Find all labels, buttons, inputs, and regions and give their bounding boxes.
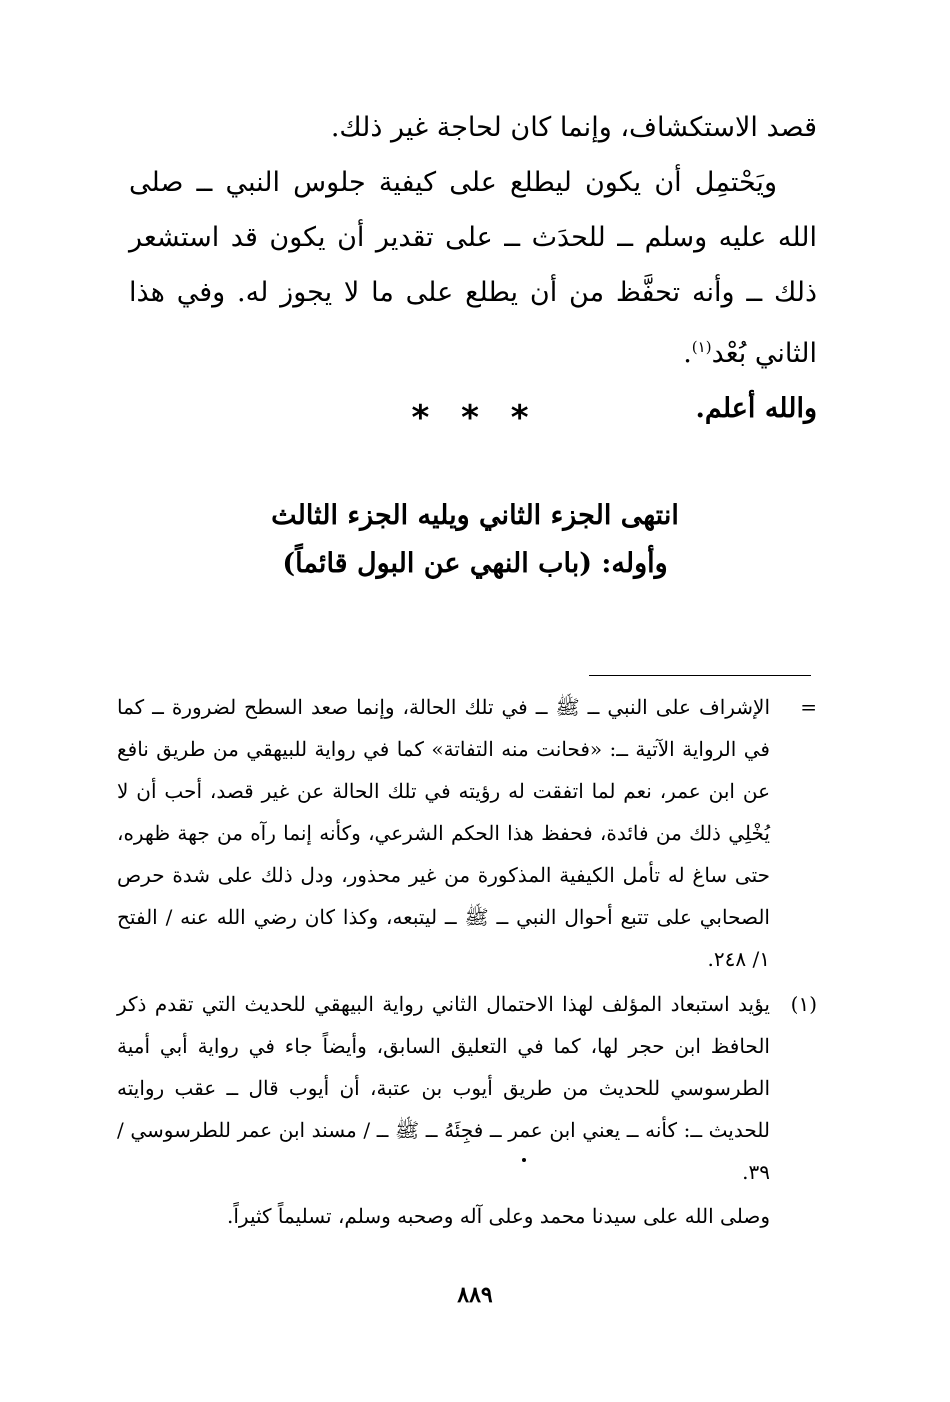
main-paragraph-2: [129, 155, 817, 381]
closing-prayer: وصلى الله على سيدنا محمد وعلى آله وصحبه وسلم، تسليماً كثيراً.: [227, 1204, 770, 1228]
page-number: ٨٨٩: [457, 1282, 493, 1308]
footnote-1-text: يؤيد استبعاد المؤلف لهذا الاحتمال الثاني رواية البيهقي للحديث التي تقدم ذكر الحافظ ابن حجر لها، كما في التعليق السابق، وأيضاً جاء في رواية أبي أمية الطرسوسي للحديث من طريق أيوب بن عتبة، أن أيوب قال ــ عقب روايته للحديث ــ: كأنه ــ يعني ابن عمر ــ فجِئَهُ ــ ﷺ ــ / مسند ابن عمر للطرسوسي / ٣٩.: [117, 992, 770, 1184]
footnote-divider: [589, 675, 811, 676]
end-note-line-1: انتهى الجزء الثاني ويليه الجزء الثالث: [271, 500, 679, 531]
continuation-text: الإشراف على النبي ــ ﷺ ــ في تلك الحالة، وإنما صعد السطح لضرورة ــ كما في الرواية الآتية ــ: «فحانت منه التفاتة» كما في رواية للبيهقي من طريق نافع عن ابن عمر، نعم لما اتفقت له رؤيته في تلك الحالة عن غير قصد، أحب أن لا يُخْلِي ذلك من فائدة، فحفظ هذا الحكم الشرعي، وكأنه إنما رآه من جهة ظهره، حتى ساغ له تأمل الكيفية المذكورة من غير محذور، ودل ذلك على شدة حرص الصحابي على تتبع أحوال النبي ــ ﷺ ــ ليتبعه، وكذا كان رضي الله عنه / الفتح ١/ ٢٤٨.: [117, 695, 770, 971]
end-note-line-2: وأوله: (باب النهي عن البول قائماً): [282, 548, 668, 579]
continuation-marker: =: [800, 695, 817, 719]
main-line-last: والله أعلم.: [695, 393, 817, 424]
footnote-1-marker: (١): [790, 992, 817, 1016]
main-text: [129, 100, 817, 436]
footnote-reference: (١): [691, 338, 712, 356]
footnote-continuation: [117, 686, 817, 980]
volume-end-note: [0, 492, 950, 588]
paragraph-2-end: .: [683, 338, 692, 369]
footnote-1: [117, 983, 817, 1193]
main-line-1: قصد الاستكشاف، وإنما كان لحاجة غير ذلك.: [330, 112, 817, 143]
footnotes: [117, 686, 817, 1257]
paragraph-2-text: ويَحْتمِل أن يكون ليطلع على كيفية جلوس النبي ــ صلى الله عليه وسلم ــ للحدَث ــ على تقدير أن يكون قد استشعر ذلك ــ وأنه تحفَّظ من أن يطلع على ما لا يجوز له. وفي هذا الثاني بُعْد: [129, 167, 817, 369]
ink-speck: [522, 1158, 526, 1162]
section-separator: * * *: [411, 398, 539, 438]
